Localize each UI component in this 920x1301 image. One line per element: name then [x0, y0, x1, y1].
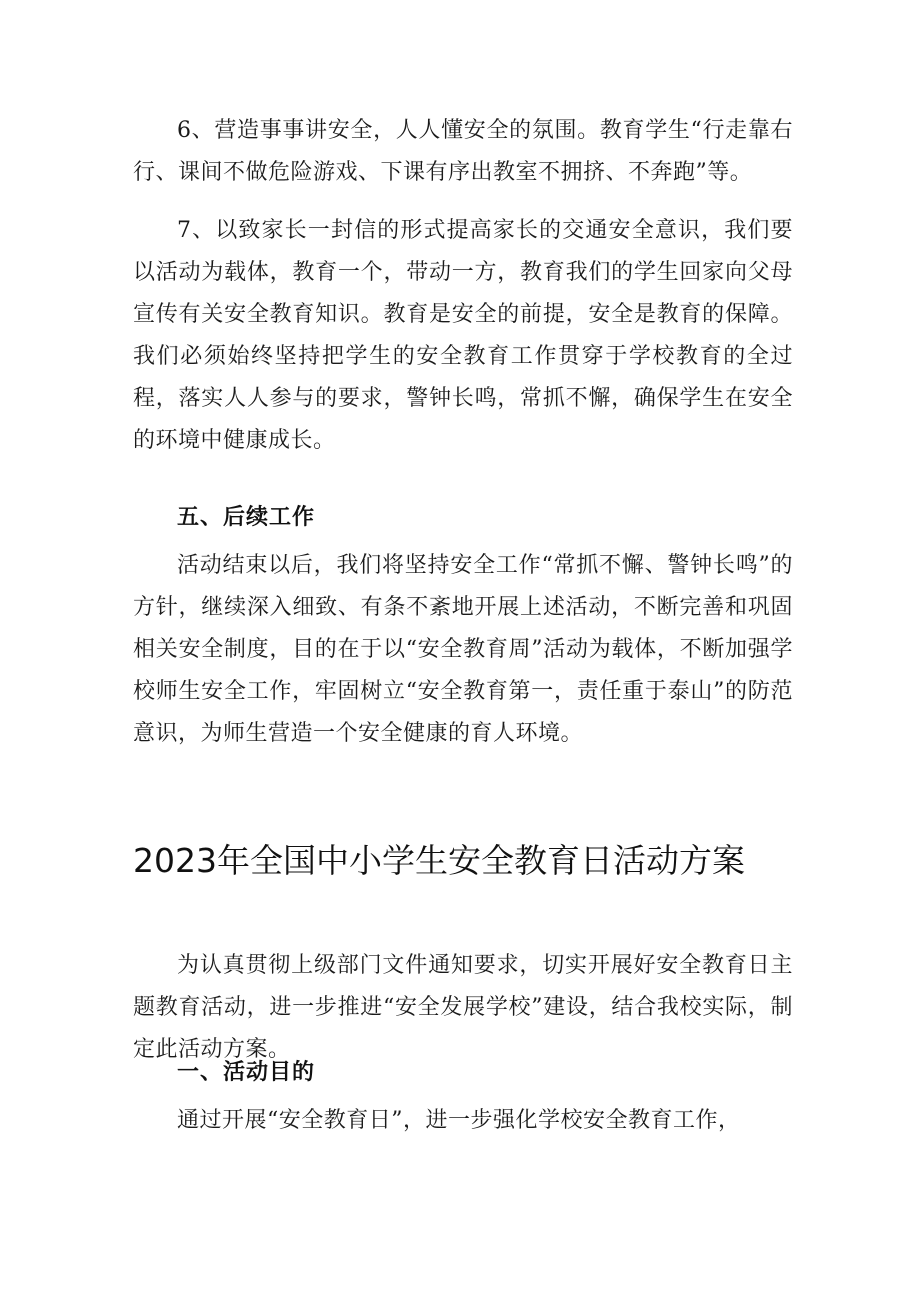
section-heading-purpose: 一、活动目的 — [177, 1060, 316, 1085]
section-heading-followup: 五、后续工作 — [177, 505, 316, 530]
paragraph-followup: 活动结束以后，我们将坚持安全工作“常抓不懈、警钟长鸣”的方针，继续深入细致、有条不紊地开展上述活动，不断完善和巩固相关安全制度，目的在于以“安全教育周”活动为载体，不断加强学校师生安全工作，牢固树立“安全教育第一，责任重于泰山”的防范意识，为师生营造一个安全健康的育人环境。 — [133, 553, 793, 746]
paragraph-item-6: 6、营造事事讲安全，人人懂安全的氛围。教育学生“行走靠右行、课间不做危险游戏、下课有序出教室不拥挤、不奔跑”等。 — [133, 118, 793, 185]
paragraph-intro: 为认真贯彻上级部门文件通知要求，切实开展好安全教育日主题教育活动，进一步推进“安全发展学校”建设，结合我校实际，制定此活动方案。 — [133, 953, 793, 1062]
paragraph-item-7: 7、以致家长一封信的形式提高家长的交通安全意识，我们要以活动为载体，教育一个，带动一方，教育我们的学生回家向父母宣传有关安全教育知识。教育是安全的前提，安全是教育的保障。我们必须始终坚持把学生的安全教育工作贯穿于学校教育的全过程，落实人人参与的要求，警钟长鸣，常抓不懈，确保学生在安全的环境中健康成长。 — [133, 218, 793, 453]
document-title: 2023年全国中小学生安全教育日活动方案 — [133, 841, 745, 880]
paragraph-purpose: 通过开展“安全教育日”，进一步强化学校安全教育工作， — [177, 1108, 741, 1133]
